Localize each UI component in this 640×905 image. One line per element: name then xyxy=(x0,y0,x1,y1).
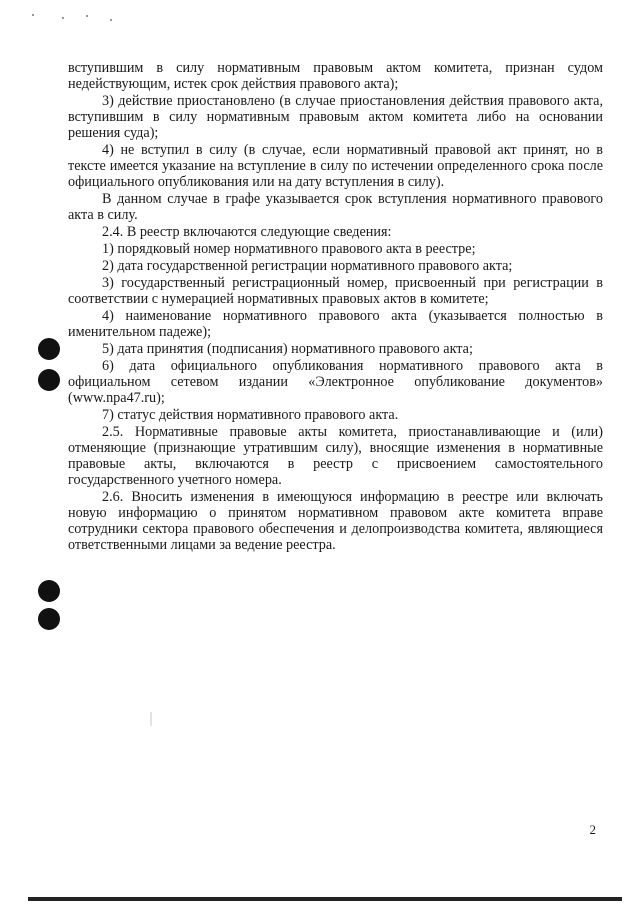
scan-speck xyxy=(62,17,64,19)
punch-hole xyxy=(38,580,60,602)
list-item: 4) наименование нормативного правового акта (указывается полностью в именительном падеже); xyxy=(68,308,603,340)
paragraph: 4) не вступил в силу (в случае, если нормативный правовой акт принят, но в тексте имеется указание на вступление в силу по истечении определенного срока после официального опубликования или на дату вступления в силу). xyxy=(68,142,603,190)
list-item: 7) статус действия нормативного правового акта. xyxy=(102,407,399,423)
punch-hole xyxy=(38,608,60,630)
scan-speck xyxy=(110,19,112,21)
paragraph: 2.6. Вносить изменения в имеющуюся информацию в реестре или включать новую информацию о принятом нормативном правовом акте комитета вправе сотрудники сектора правового обеспечения и делопроизводства комитета, являющиеся ответственными лицами за ведение реестра. xyxy=(68,489,603,553)
list-item: 5) дата принятия (подписания) нормативного правового акта; xyxy=(102,341,473,357)
scan-mark xyxy=(150,712,152,726)
list-item: 6) дата официального опубликования нормативного правового акта в официальном сетевом издании «Электронное опубликование документов» (www.npa47.ru); xyxy=(68,358,603,406)
list-item: 2) дата государственной регистрации нормативного правового акта; xyxy=(102,258,513,274)
scan-speck xyxy=(32,14,34,16)
scan-edge xyxy=(28,897,622,901)
list-item: 3) государственный регистрационный номер, присвоенный при регистрации в соответствии с нумерацией нормативных правовых актов в комитете; xyxy=(68,275,603,307)
punch-hole xyxy=(38,338,60,360)
paragraph: 3) действие приостановлено (в случае приостановления действия правового акта, вступившим в силу нормативным правовым актом комитета либо на основании решения суда); xyxy=(68,93,603,141)
page-number: 2 xyxy=(589,822,596,837)
paragraph: вступившим в силу нормативным правовым актом комитета, признан судом недействующим, истек срок действия правового акта); xyxy=(68,60,603,92)
document-body xyxy=(68,60,603,554)
paragraph: В данном случае в графе указывается срок вступления нормативного правового акта в силу. xyxy=(68,191,603,223)
punch-hole xyxy=(38,369,60,391)
paragraph: 2.5. Нормативные правовые акты комитета, приостанавливающие и (или) отменяющие (признающие утратившим силу), вносящие изменения в нормативные правовые акты, включаются в реестр с присвоением самостоятельного государственного учетного номера. xyxy=(68,424,603,488)
scan-speck xyxy=(86,15,88,17)
paragraph: 2.4. В реестр включаются следующие сведения: xyxy=(102,224,392,240)
list-item: 1) порядковый номер нормативного правового акта в реестре; xyxy=(102,241,476,257)
